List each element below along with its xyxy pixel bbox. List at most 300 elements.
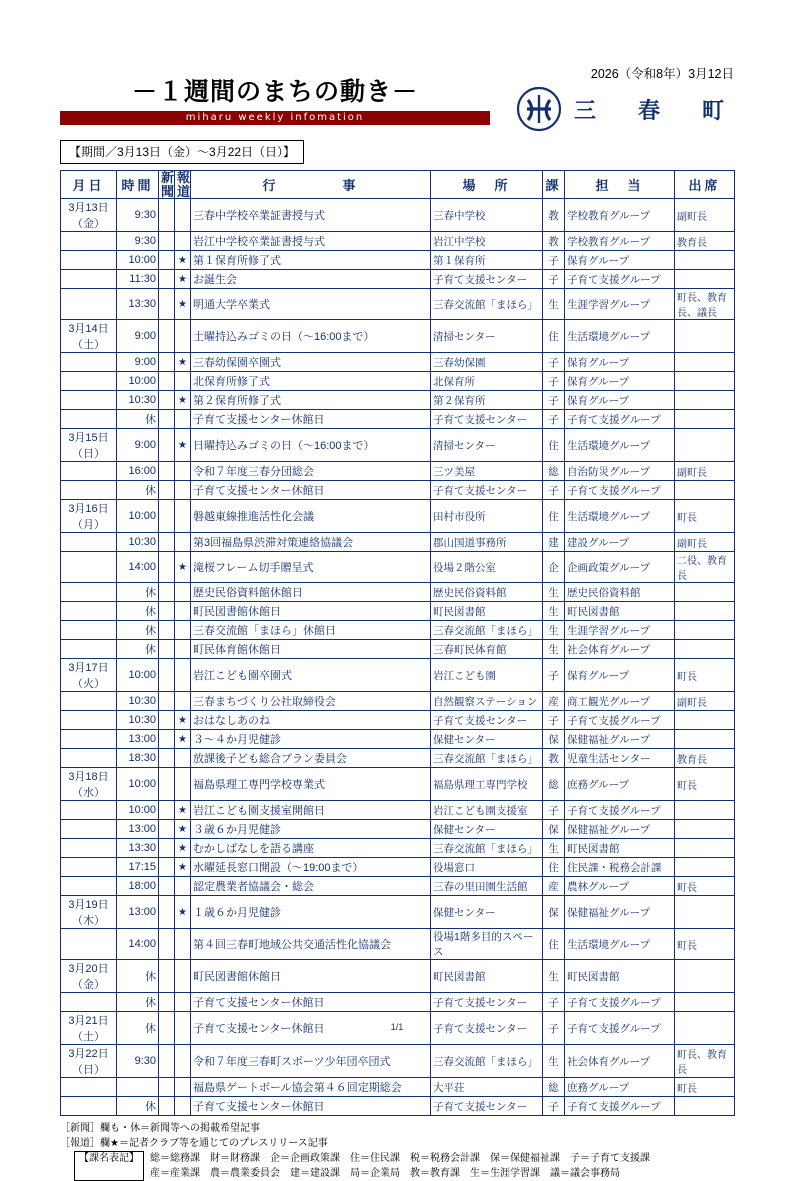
cell-time: 休 <box>117 1012 159 1045</box>
cell-event: 歴史民俗資料館休館日 <box>191 583 431 602</box>
cell-ka: 子 <box>543 711 565 730</box>
cell-time: 9:30 <box>117 1045 159 1078</box>
cell-place: 三春交流館「まほら」 <box>431 289 543 320</box>
cell-day <box>61 602 117 621</box>
table-row <box>61 289 735 320</box>
cell-charge: 歴史民俗資料館 <box>565 583 675 602</box>
code-line-1: 総＝総務課 財＝財務課 企＝企画政策課 住＝住民課 税＝税務会計課 保＝保健福祉課 子＝子育て支援課 <box>150 1153 650 1165</box>
table-row <box>61 353 735 372</box>
document-header <box>60 60 734 138</box>
cell-place: 三春交流館「まほら」 <box>431 1045 543 1078</box>
cell-charge: 保健福祉グループ <box>565 820 675 839</box>
cell-day <box>61 481 117 500</box>
cell-attend: 教育長 <box>675 749 735 768</box>
cell-day <box>61 270 117 289</box>
cell-charge: 生涯学習グループ <box>565 289 675 320</box>
cell-day <box>61 749 117 768</box>
cell-ka: 生 <box>543 839 565 858</box>
table-row <box>61 602 735 621</box>
cell-place: 子育て支援センター <box>431 1097 543 1116</box>
cell-ka: 子 <box>543 481 565 500</box>
cell-time: 休 <box>117 1097 159 1116</box>
table-row <box>61 1078 735 1097</box>
cell-day-weekday: （日） <box>72 1064 105 1077</box>
cell-ka: 住 <box>543 429 565 462</box>
cell-attend: 町長 <box>675 877 735 896</box>
cell-event: 三春まちづくり公社取締役会 <box>191 692 431 711</box>
cell-news <box>159 730 175 749</box>
cell-attend: 副町長 <box>675 533 735 552</box>
col-charge: 担 当 <box>565 171 675 199</box>
col-press: 報道 <box>175 171 191 199</box>
cell-time: 9:00 <box>117 320 159 353</box>
cell-place: 第２保育所 <box>431 391 543 410</box>
cell-time: 休 <box>117 640 159 659</box>
cell-day <box>61 500 117 533</box>
cell-attend: 二役、教育長 <box>675 552 735 583</box>
cell-event: ３～４か月児健診 <box>191 730 431 749</box>
cell-time: 休 <box>117 621 159 640</box>
cell-event: 三春幼保園卒園式 <box>191 353 431 372</box>
cell-ka: 子 <box>543 353 565 372</box>
cell-time: 17:15 <box>117 858 159 877</box>
cell-day <box>61 251 117 270</box>
cell-press <box>175 960 191 993</box>
cell-time: 10:00 <box>117 659 159 692</box>
cell-press <box>175 199 191 232</box>
cell-press <box>175 1097 191 1116</box>
cell-news <box>159 353 175 372</box>
cell-day-date: 3月14日 <box>68 323 109 336</box>
cell-day <box>61 993 117 1012</box>
cell-ka: 保 <box>543 730 565 749</box>
cell-time: 9:00 <box>117 353 159 372</box>
cell-press <box>175 993 191 1012</box>
cell-attend <box>675 993 735 1012</box>
cell-charge: 町民図書館 <box>565 602 675 621</box>
cell-day-date: 3月15日 <box>68 432 109 445</box>
cell-event: 第２保育所修了式 <box>191 391 431 410</box>
cell-ka: 総 <box>543 768 565 801</box>
cell-day <box>61 877 117 896</box>
cell-ka: 産 <box>543 692 565 711</box>
cell-time: 13:30 <box>117 839 159 858</box>
cell-day <box>61 533 117 552</box>
page-number: 1/1 <box>390 1022 404 1032</box>
cell-event: 放課後子ども総合プラン委員会 <box>191 749 431 768</box>
town-name: 三 春 町 <box>573 97 734 123</box>
cell-place: 大平荘 <box>431 1078 543 1097</box>
cell-charge: 学校教育グループ <box>565 199 675 232</box>
cell-charge: 学校教育グループ <box>565 232 675 251</box>
cell-event: 令和７年度三春分団総会 <box>191 462 431 481</box>
cell-place: 町民図書館 <box>431 602 543 621</box>
cell-attend: 町長 <box>675 929 735 960</box>
table-row <box>61 692 735 711</box>
cell-ka: 生 <box>543 289 565 320</box>
cell-place: 子育て支援センター <box>431 1012 543 1045</box>
cell-event: 福島県ゲートボール協会第４６回定期総会 <box>191 1078 431 1097</box>
cell-ka: 子 <box>543 410 565 429</box>
cell-charge: 生活環境グループ <box>565 429 675 462</box>
table-row <box>61 749 735 768</box>
cell-ka: 子 <box>543 1097 565 1116</box>
table-row <box>61 199 735 232</box>
cell-place: 郡山国道事務所 <box>431 533 543 552</box>
cell-charge: 自治防災グループ <box>565 462 675 481</box>
col-day: 月日 <box>61 171 117 199</box>
schedule-table <box>60 170 735 1116</box>
cell-day-date: 3月19日 <box>68 899 109 912</box>
cell-attend: 町長 <box>675 768 735 801</box>
cell-ka: 子 <box>543 391 565 410</box>
cell-place: 町民図書館 <box>431 960 543 993</box>
table-header-row <box>61 171 735 199</box>
cell-ka: 子 <box>543 270 565 289</box>
cell-press: ★ <box>175 429 191 462</box>
cell-time: 休 <box>117 583 159 602</box>
table-row <box>61 583 735 602</box>
cell-place: 福島県理工専門学校 <box>431 768 543 801</box>
cell-news <box>159 270 175 289</box>
table-row <box>61 320 735 353</box>
cell-attend <box>675 320 735 353</box>
cell-day <box>61 960 117 993</box>
cell-place: 子育て支援センター <box>431 993 543 1012</box>
cell-ka: 子 <box>543 801 565 820</box>
cell-event: １歳６か月児健診 <box>191 896 431 929</box>
col-time: 時間 <box>117 171 159 199</box>
cell-charge: 子育て支援グループ <box>565 801 675 820</box>
cell-attend <box>675 896 735 929</box>
col-place: 場 所 <box>431 171 543 199</box>
town-identity <box>516 86 734 132</box>
cell-event: 岩江こども園支援室開館日 <box>191 801 431 820</box>
title-block <box>60 72 490 125</box>
cell-news <box>159 533 175 552</box>
cell-charge: 庶務グループ <box>565 768 675 801</box>
cell-place: 岩江中学校 <box>431 232 543 251</box>
cell-time: 11:30 <box>117 270 159 289</box>
cell-press <box>175 749 191 768</box>
cell-event: 岩江中学校卒業証書授与式 <box>191 232 431 251</box>
table-row <box>61 1045 735 1078</box>
cell-ka: 保 <box>543 896 565 929</box>
table-row <box>61 481 735 500</box>
table-row <box>61 659 735 692</box>
note-line-1: ［新聞］欄も・休＝新聞等への掲載希望記事 <box>60 1123 260 1135</box>
cell-charge: 保育グループ <box>565 391 675 410</box>
cell-press: ★ <box>175 270 191 289</box>
cell-attend: 町長、教育長 <box>675 1045 735 1078</box>
table-row <box>61 801 735 820</box>
cell-day-date: 3月21日 <box>68 1015 109 1028</box>
cell-ka: 生 <box>543 1045 565 1078</box>
cell-charge: 子育て支援グループ <box>565 1012 675 1045</box>
cell-news <box>159 232 175 251</box>
cell-day <box>61 659 117 692</box>
cell-attend <box>675 711 735 730</box>
cell-place: 岩江こども園 <box>431 659 543 692</box>
cell-news <box>159 372 175 391</box>
cell-press <box>175 462 191 481</box>
code-line-2: 産＝産業課 農＝農業委員会 建＝建設課 局＝企業局 教＝教育課 生＝生涯学習課 議＝議会事務局 <box>150 1168 620 1180</box>
cell-event: 岩江こども園卒園式 <box>191 659 431 692</box>
cell-day <box>61 289 117 320</box>
cell-day-weekday: （金） <box>72 218 105 231</box>
table-row <box>61 251 735 270</box>
cell-day-date: 3月13日 <box>68 202 109 215</box>
cell-day <box>61 552 117 583</box>
cell-attend <box>675 410 735 429</box>
cell-event: 三春交流館「まほら」休館日 <box>191 621 431 640</box>
table-row <box>61 877 735 896</box>
cell-place: 子育て支援センター <box>431 711 543 730</box>
cell-time: 休 <box>117 410 159 429</box>
cell-news <box>159 289 175 320</box>
cell-news <box>159 858 175 877</box>
cell-news <box>159 993 175 1012</box>
cell-day <box>61 1045 117 1078</box>
cell-charge: 庶務グループ <box>565 1078 675 1097</box>
cell-news <box>159 391 175 410</box>
notes-block <box>60 1122 734 1181</box>
cell-charge: 社会体育グループ <box>565 1045 675 1078</box>
cell-ka: 建 <box>543 533 565 552</box>
cell-news <box>159 801 175 820</box>
cell-press <box>175 533 191 552</box>
cell-attend <box>675 481 735 500</box>
cell-day <box>61 199 117 232</box>
cell-press: ★ <box>175 391 191 410</box>
cell-news <box>159 602 175 621</box>
cell-charge: 保健福祉グループ <box>565 730 675 749</box>
cell-day <box>61 820 117 839</box>
cell-day-weekday: （火） <box>72 678 105 691</box>
cell-time: 14:00 <box>117 929 159 960</box>
cell-news <box>159 429 175 462</box>
cell-time: 休 <box>117 602 159 621</box>
cell-press <box>175 481 191 500</box>
cell-charge: 企画政策グループ <box>565 552 675 583</box>
cell-event: 町民図書館休館日 <box>191 602 431 621</box>
cell-place: 三春幼保園 <box>431 353 543 372</box>
cell-ka: 住 <box>543 858 565 877</box>
cell-event: 子育て支援センター休館日 <box>191 410 431 429</box>
cell-news <box>159 320 175 353</box>
cell-event: 町民図書館休館日 <box>191 960 431 993</box>
cell-news <box>159 768 175 801</box>
period-label: 【期間／3月13日（金）～3月22日（日）】 <box>60 140 304 164</box>
cell-day-date: 3月18日 <box>68 771 109 784</box>
cell-news <box>159 659 175 692</box>
table-row <box>61 391 735 410</box>
table-row <box>61 462 735 481</box>
cell-place: 三春交流館「まほら」 <box>431 839 543 858</box>
cell-attend: 町長 <box>675 500 735 533</box>
cell-charge: 子育て支援グループ <box>565 1097 675 1116</box>
cell-day <box>61 929 117 960</box>
cell-charge: 保育グループ <box>565 659 675 692</box>
cell-event: お誕生会 <box>191 270 431 289</box>
cell-day <box>61 711 117 730</box>
cell-place: 岩江こども園支援室 <box>431 801 543 820</box>
cell-charge: 児童生活センター <box>565 749 675 768</box>
cell-day <box>61 858 117 877</box>
cell-time: 13:00 <box>117 896 159 929</box>
table-row <box>61 820 735 839</box>
cell-day-date: 3月17日 <box>68 662 109 675</box>
cell-press: ★ <box>175 289 191 320</box>
cell-charge: 生涯学習グループ <box>565 621 675 640</box>
cell-charge: 住民課・税務会計課 <box>565 858 675 877</box>
cell-time: 13:30 <box>117 289 159 320</box>
cell-news <box>159 692 175 711</box>
schedule-body <box>61 199 735 1116</box>
cell-news <box>159 500 175 533</box>
cell-day-weekday: （金） <box>72 979 105 992</box>
cell-ka: 総 <box>543 1078 565 1097</box>
cell-attend: 副町長 <box>675 462 735 481</box>
cell-time: 9:30 <box>117 232 159 251</box>
cell-press: ★ <box>175 353 191 372</box>
cell-time: 18:00 <box>117 877 159 896</box>
cell-news <box>159 749 175 768</box>
cell-ka: 生 <box>543 621 565 640</box>
cell-time: 10:30 <box>117 711 159 730</box>
cell-ka: 教 <box>543 749 565 768</box>
table-row <box>61 960 735 993</box>
cell-news <box>159 410 175 429</box>
code-label: 【課名表記】 <box>74 1151 144 1181</box>
cell-time: 休 <box>117 993 159 1012</box>
table-row <box>61 270 735 289</box>
cell-time: 10:00 <box>117 768 159 801</box>
cell-press: ★ <box>175 896 191 929</box>
cell-press: ★ <box>175 820 191 839</box>
cell-day-date: 3月16日 <box>68 503 109 516</box>
cell-day-date: 3月22日 <box>68 1048 109 1061</box>
cell-charge: 生活環境グループ <box>565 929 675 960</box>
cell-news <box>159 1097 175 1116</box>
cell-day-weekday: （土） <box>72 339 105 352</box>
cell-time: 16:00 <box>117 462 159 481</box>
cell-day-weekday: （木） <box>72 915 105 928</box>
note-line-2: ［報道］欄★＝記者クラブ等を通じてのプレスリリース記事 <box>60 1137 328 1149</box>
cell-attend <box>675 251 735 270</box>
cell-time: 13:00 <box>117 820 159 839</box>
cell-time: 14:00 <box>117 552 159 583</box>
cell-time: 9:30 <box>117 199 159 232</box>
cell-charge: 農林グループ <box>565 877 675 896</box>
cell-event: 令和７年度三春町スポーツ少年団卒団式 <box>191 1045 431 1078</box>
cell-day <box>61 621 117 640</box>
cell-news <box>159 1045 175 1078</box>
cell-place: 三春交流館「まほら」 <box>431 621 543 640</box>
cell-event: 第3回福島県渋滞対策連絡協議会 <box>191 533 431 552</box>
cell-charge: 町民図書館 <box>565 839 675 858</box>
table-row <box>61 372 735 391</box>
cell-ka: 子 <box>543 251 565 270</box>
cell-place: 役場1階多目的スペース <box>431 929 543 960</box>
table-row <box>61 711 735 730</box>
table-row <box>61 839 735 858</box>
page-title: －１週間のまちの動き－ <box>131 79 418 106</box>
cell-attend <box>675 820 735 839</box>
table-row <box>61 429 735 462</box>
cell-event: 子育て支援センター休館日 <box>191 1097 431 1116</box>
cell-time: 10:00 <box>117 500 159 533</box>
cell-press <box>175 692 191 711</box>
cell-news <box>159 1078 175 1097</box>
cell-day <box>61 429 117 462</box>
cell-charge: 保育グループ <box>565 251 675 270</box>
cell-day <box>61 839 117 858</box>
cell-place: 三春の里田園生活館 <box>431 877 543 896</box>
cell-charge: 保育グループ <box>565 353 675 372</box>
cell-attend: 町長 <box>675 659 735 692</box>
col-event: 行 事 <box>191 171 431 199</box>
cell-news <box>159 583 175 602</box>
table-row <box>61 730 735 749</box>
cell-press <box>175 640 191 659</box>
cell-event: おはなしあのね <box>191 711 431 730</box>
table-row <box>61 929 735 960</box>
table-row <box>61 500 735 533</box>
cell-ka: 子 <box>543 372 565 391</box>
cell-time: 10:00 <box>117 372 159 391</box>
cell-place: 三春交流館「まほら」 <box>431 749 543 768</box>
table-row <box>61 232 735 251</box>
cell-news <box>159 711 175 730</box>
cell-day <box>61 640 117 659</box>
cell-day <box>61 801 117 820</box>
title-band: miharu weekly infomation <box>60 111 490 125</box>
cell-press <box>175 1078 191 1097</box>
code-block <box>60 1151 734 1181</box>
cell-event: 第４回三春町地域公共交通活性化協議会 <box>191 929 431 960</box>
cell-ka: 生 <box>543 960 565 993</box>
cell-press <box>175 410 191 429</box>
cell-day <box>61 410 117 429</box>
col-news: 新聞 <box>159 171 175 199</box>
cell-event: 日曜持込みゴミの日（～16:00まで） <box>191 429 431 462</box>
cell-attend <box>675 372 735 391</box>
cell-time: 9:00 <box>117 429 159 462</box>
cell-event: 北保育所修了式 <box>191 372 431 391</box>
cell-day <box>61 372 117 391</box>
cell-press <box>175 232 191 251</box>
cell-attend <box>675 429 735 462</box>
cell-ka: 生 <box>543 640 565 659</box>
cell-day-weekday: （月） <box>72 519 105 532</box>
document-page <box>60 60 734 1181</box>
cell-day <box>61 896 117 929</box>
cell-event: 子育て支援センター休館日 <box>191 481 431 500</box>
cell-charge: 建設グループ <box>565 533 675 552</box>
cell-event: 子育て支援センター休館日 <box>191 1012 431 1045</box>
cell-ka: 生 <box>543 602 565 621</box>
cell-day <box>61 730 117 749</box>
cell-event: 明通大学卒業式 <box>191 289 431 320</box>
cell-event: 子育て支援センター休館日 <box>191 993 431 1012</box>
cell-event: 磐越東線推進活性化会議 <box>191 500 431 533</box>
cell-place: 清掃センター <box>431 320 543 353</box>
cell-place: 自然観察ステーション <box>431 692 543 711</box>
cell-ka: 企 <box>543 552 565 583</box>
cell-place: 役場２階公室 <box>431 552 543 583</box>
issue-date: 2026（令和8年）3月12日 <box>590 67 734 81</box>
